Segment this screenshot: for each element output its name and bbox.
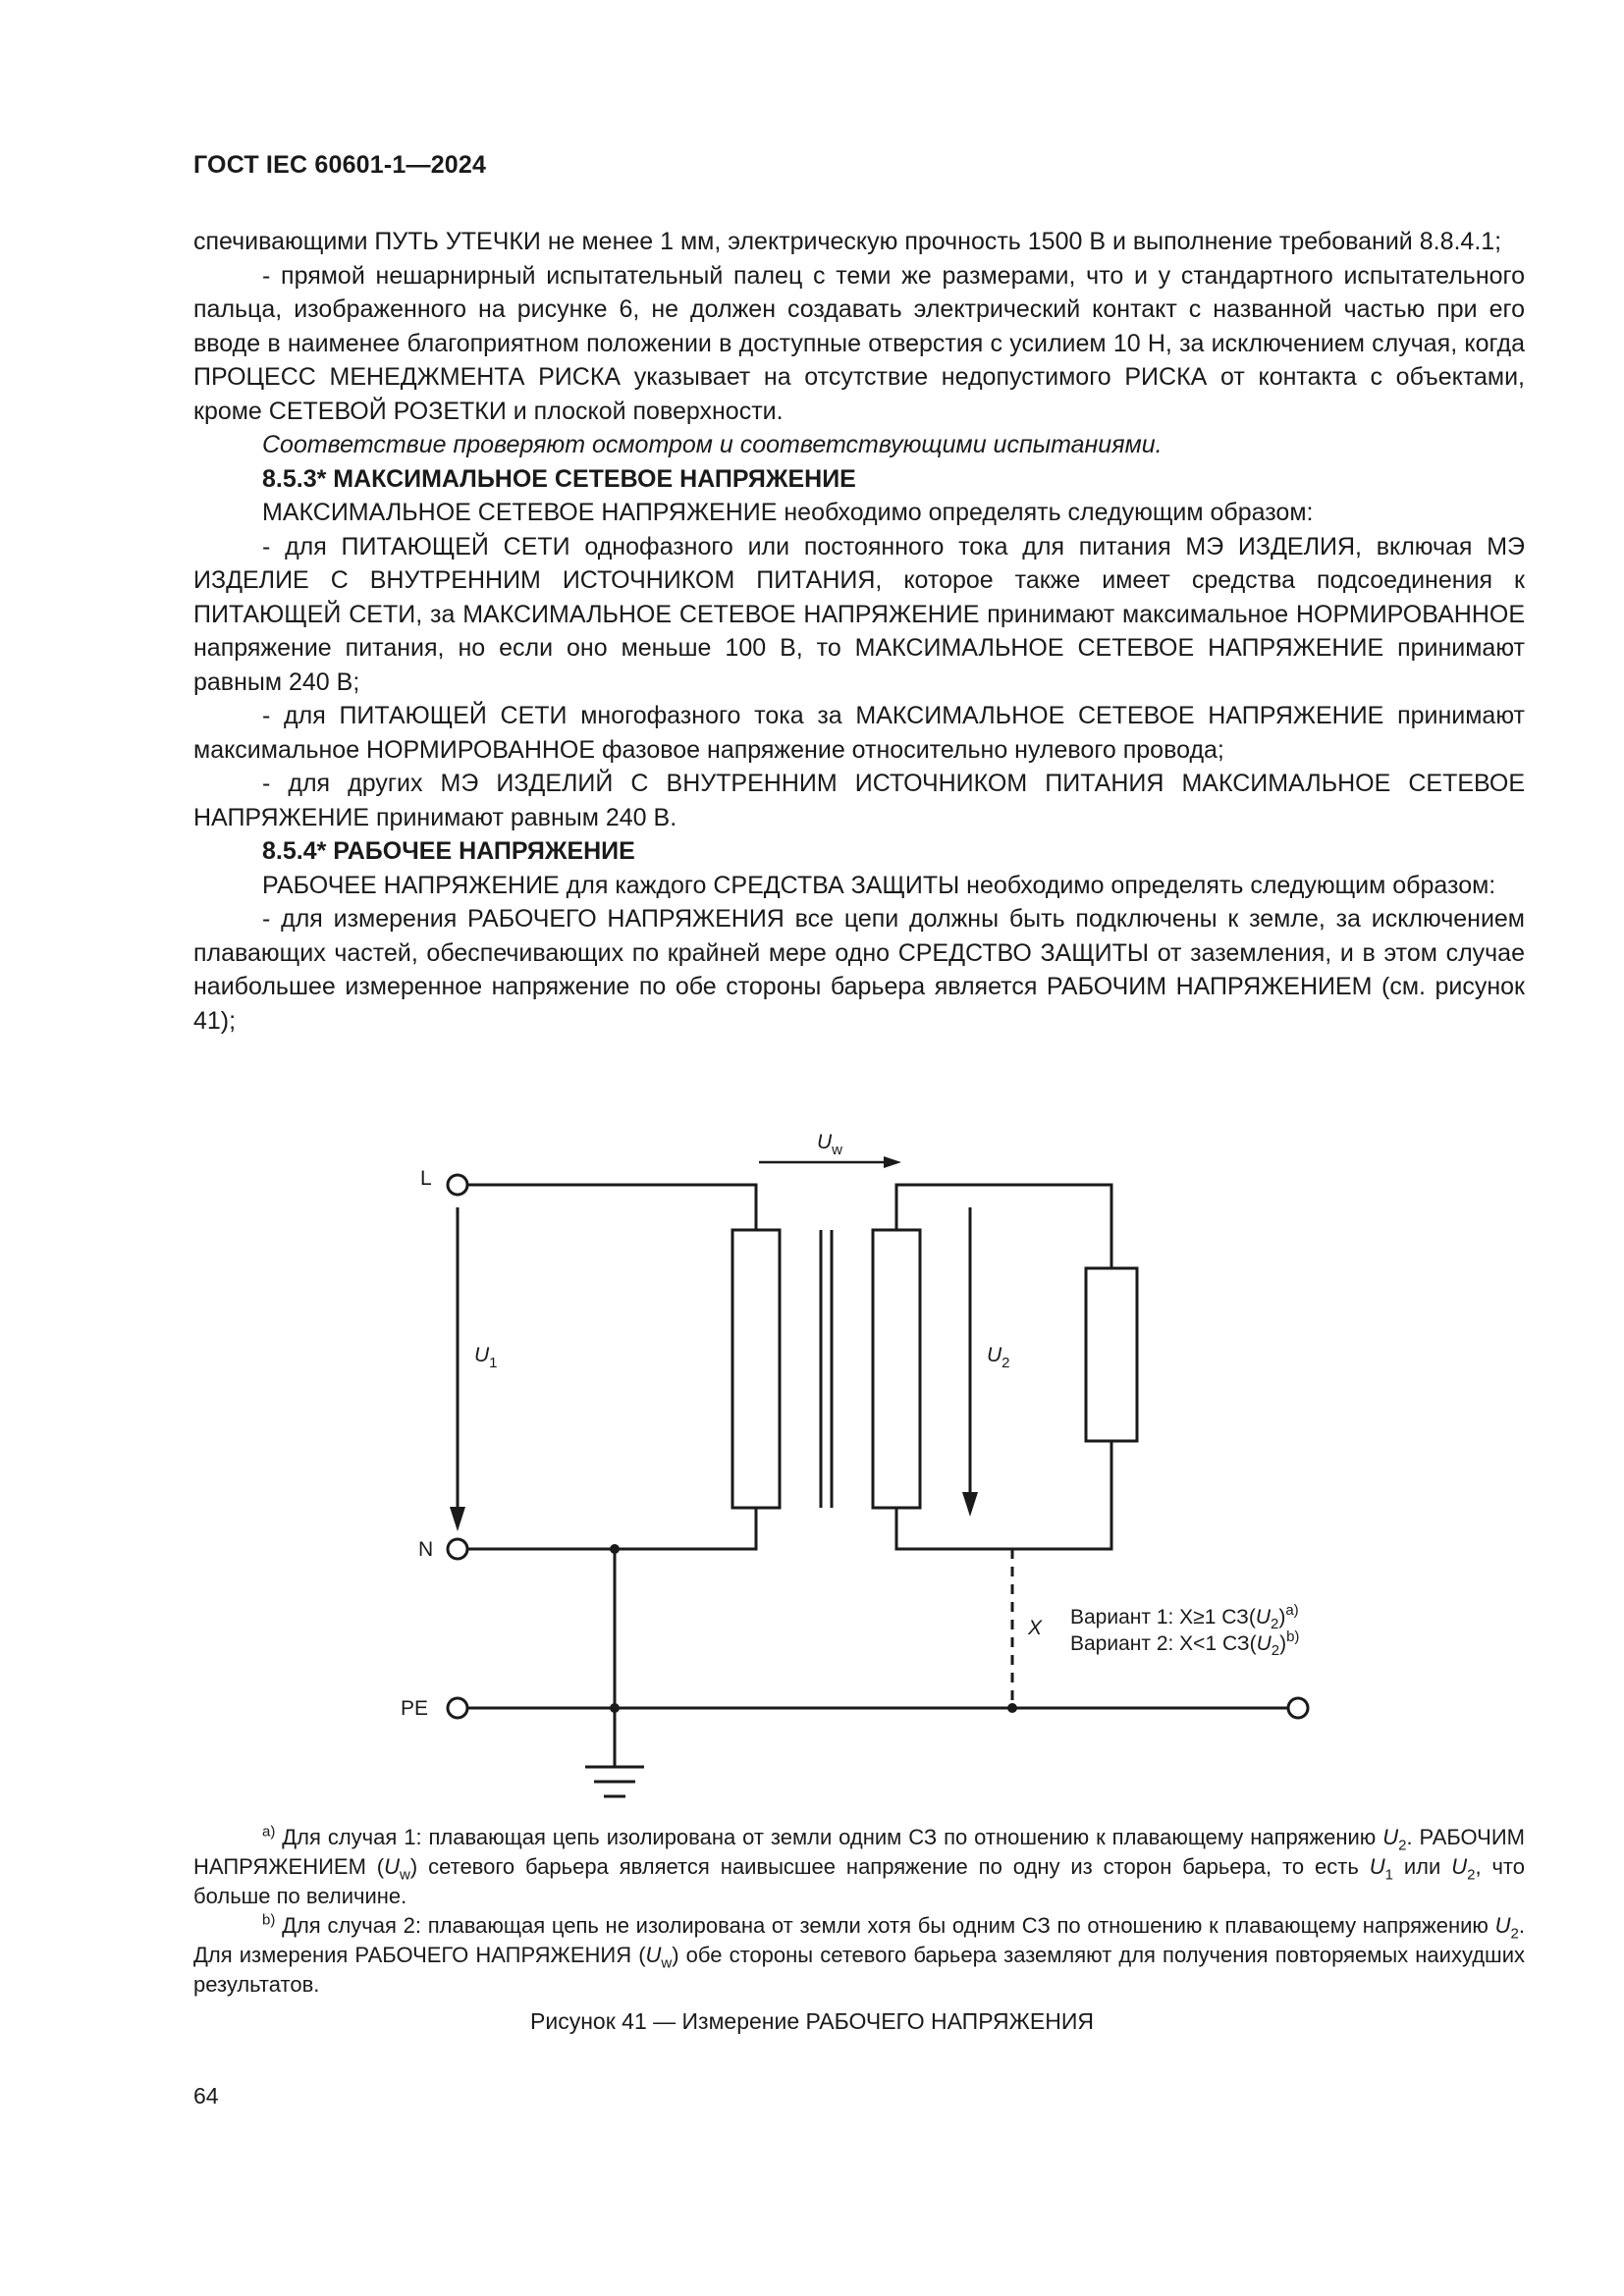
label-pe: PE [401, 1697, 429, 1720]
u1-arrow-icon [450, 1207, 465, 1531]
label-uw: $U_w$ [817, 1131, 843, 1158]
compliance-note: Соответствие проверяют осмотром и соответствующими испытаниями. [262, 431, 1163, 458]
label-x: X [1028, 1617, 1043, 1639]
load-resistor-icon [1086, 1268, 1137, 1441]
footnote-a: $^{a)}$ Для случая 1: плавающая цепь изолирована от земли одним СЗ по отношению к плавающему напряжению $U_2$. РАБОЧИМ НАПРЯЖЕНИЕМ $(U_w)$ сетевого барьера является наивысшее напряжение по одну из сторон барьера, то есть $U_1$ или $U_2$, что больше по величине. [193, 1823, 1525, 1908]
variant-2-label: Вариант 2: X<1 $СЗ(U_2)^{b)}$ [1070, 1629, 1300, 1659]
paragraph: РАБОЧЕЕ НАПРЯЖЕНИЕ для каждого СРЕДСТВА ЗАЩИТЫ необходимо определять следующим образом: [262, 871, 1496, 899]
label-u1: $U_1$ [474, 1344, 498, 1371]
junction-dot [610, 1544, 620, 1554]
terminal-pe-right-icon [1288, 1698, 1308, 1718]
paragraph: - для ПИТАЮЩЕЙ СЕТИ однофазного или постоянного тока для питания МЭ ИЗДЕЛИЯ, включая МЭ ИЗДЕЛИЕ С ВНУТРЕННИМ ИСТОЧНИКОМ ПИТАНИЯ, которое также имеет средства подсоединения к ПИТАЮЩЕЙ СЕТИ, за МАКСИМАЛЬНОЕ СЕТЕВОЕ НАПРЯЖЕНИЕ принимают максимальное НОРМИРОВАННОЕ напряжение питания, но если оно меньше 100 В, то МАКСИМАЛЬНОЕ СЕТЕВОЕ НАПРЯЖЕНИЕ принимают равным 240 В; [193, 532, 1525, 696]
page-number: 64 [193, 2083, 219, 2109]
label-l: L [420, 1167, 432, 1190]
footnote-b: $^{b)}$ Для случая 2: плавающая цепь не изолирована от земли хотя бы одним СЗ по отношению к плавающему напряжению $U_2$. Для измерения РАБОЧЕГО НАПРЯЖЕНИЯ $(U_w)$ обе стороны сетевого барьера заземляют для получения повторяемых наихудших результатов. [193, 1911, 1525, 1997]
paragraph: - для других МЭ ИЗДЕЛИЙ С ВНУТРЕННИМ ИСТОЧНИКОМ ПИТАНИЯ МАКСИМАЛЬНОЕ СЕТЕВОЕ НАПРЯЖЕНИЕ принимают равным 240 В. [193, 770, 1525, 831]
label-u2: $U_2$ [987, 1344, 1010, 1371]
document-header: ГОСТ IEC 60601-1—2024 [193, 151, 487, 179]
variant-1-label: Вариант 1: X≥1 $СЗ(U_2)^{a)}$ [1070, 1602, 1299, 1632]
uw-arrow-icon [759, 1156, 901, 1168]
wire-line [467, 1185, 756, 1230]
secondary-winding-icon [873, 1230, 920, 1508]
earth-ground-icon [585, 1767, 644, 1796]
figure-notes [193, 1823, 1525, 2000]
wire-neutral [467, 1508, 756, 1549]
terminal-pe-icon [448, 1698, 467, 1718]
primary-winding-icon [732, 1230, 780, 1508]
wire-secondary-top [896, 1185, 1111, 1268]
section-heading-8-5-4: 8.5.4* РАБОЧЕЕ НАПРЯЖЕНИЕ [262, 837, 635, 865]
junction-dot [1007, 1703, 1017, 1713]
figure-caption: Рисунок 41 — Измерение РАБОЧЕГО НАПРЯЖЕНИЯ [530, 2008, 1094, 2034]
section-heading-8-5-3: 8.5.3* МАКСИМАЛЬНОЕ СЕТЕВОЕ НАПРЯЖЕНИЕ [262, 464, 856, 493]
paragraph: - для ПИТАЮЩЕЙ СЕТИ многофазного тока за МАКСИМАЛЬНОЕ СЕТЕВОЕ НАПРЯЖЕНИЕ принимают максимальное НОРМИРОВАННОЕ фазовое напряжение относительно нулевого провода; [193, 702, 1525, 764]
paragraph: спечивающими ПУТЬ УТЕЧКИ не менее 1 мм, электрическую прочность 1500 В и выполнение требований 8.8.4.1; [193, 228, 1502, 255]
label-n: N [418, 1538, 434, 1561]
junction-dot [610, 1703, 620, 1713]
u2-arrow-icon [962, 1207, 978, 1517]
paragraph: МАКСИМАЛЬНОЕ СЕТЕВОЕ НАПРЯЖЕНИЕ необходимо определять следующим образом: [262, 499, 1314, 526]
terminal-n-icon [448, 1539, 467, 1559]
paragraph: - прямой нешарнирный испытательный палец с теми же размерами, что и у стандартного испытательного пальца, изображенного на рисунке 6, не должен создавать электрический контакт с названной частью при его вводе в наименее благоприятном положении в доступные отверстия с усилием 10 Н, за исключением случая, когда ПРОЦЕСС МЕНЕДЖМЕНТА РИСКА указывает на отсутствие недопустимого РИСКА от контакта с объектами, кроме СЕТЕВОЙ РОЗЕТКИ и плоской поверхности. [193, 261, 1525, 425]
wire-secondary-bottom [896, 1441, 1111, 1549]
paragraph: - для измерения РАБОЧЕГО НАПРЯЖЕНИЯ все цепи должны быть подключены к земле, за исключением плавающих частей, обеспечивающих по крайней мере одно СРЕДСТВО ЗАЩИТЫ от заземления, и в этом случае наибольшее измеренное напряжение по обе стороны барьера является РАБОЧИМ НАПРЯЖЕНИЕМ (см. рисунок 41); [193, 905, 1525, 1035]
terminal-l-icon [448, 1175, 467, 1195]
